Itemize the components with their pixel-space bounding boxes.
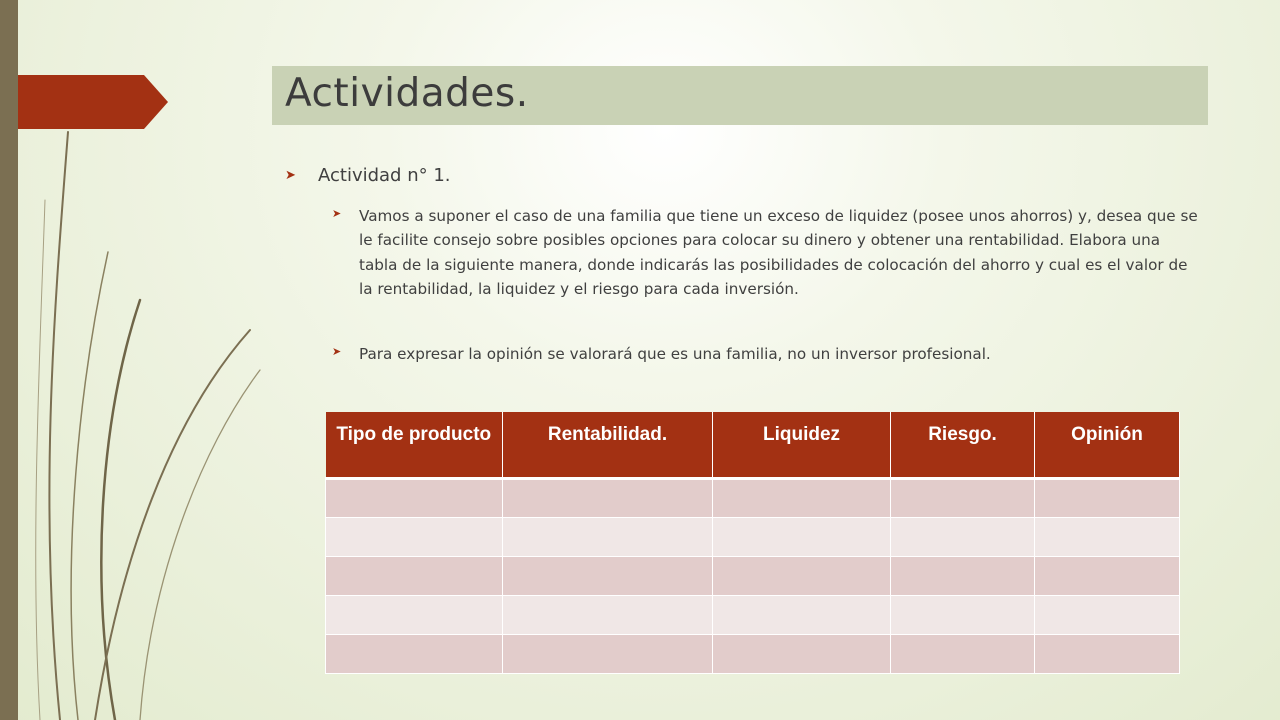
- table-cell[interactable]: [1035, 517, 1180, 556]
- table-cell[interactable]: [326, 595, 503, 634]
- table-row: [326, 595, 1180, 634]
- table-cell[interactable]: [326, 478, 503, 517]
- bullet-level1-text: Actividad n° 1.: [318, 165, 451, 186]
- bullet-level2-text: Para expresar la opinión se valorará que es una familia, no un inversor profesional.: [359, 345, 991, 363]
- header-rentabilidad: Rentabilidad.: [503, 412, 713, 478]
- table-cell[interactable]: [713, 517, 891, 556]
- arrow-banner: [18, 75, 168, 129]
- table-cell[interactable]: [891, 478, 1035, 517]
- table-cell[interactable]: [503, 517, 713, 556]
- arrow-bullet-icon: ➤: [285, 168, 296, 183]
- header-opinion: Opinión: [1035, 412, 1180, 478]
- investment-table: [325, 412, 1180, 674]
- table-cell[interactable]: [891, 634, 1035, 673]
- bullet-level2-text: Vamos a suponer el caso de una familia que tiene un exceso de liquidez (posee unos ahorros) y, desea que se le facilite consejo sobre posibles opciones para colocar su dinero y obtener una rentabilidad. Elabora una tabla de la siguiente manera, donde indicarás las posibilidades de colocación del ahorro y cual es el valor de la rentabilidad, la liquidez y el riesgo para cada inversión.: [359, 207, 1198, 298]
- table-row: [326, 556, 1180, 595]
- table-cell[interactable]: [1035, 634, 1180, 673]
- header-tipo-de-producto: Tipo de producto: [326, 412, 503, 478]
- table-cell[interactable]: [891, 595, 1035, 634]
- table-cell[interactable]: [713, 478, 891, 517]
- table-cell[interactable]: [1035, 595, 1180, 634]
- table-cell[interactable]: [713, 556, 891, 595]
- header-riesgo: Riesgo.: [891, 412, 1035, 478]
- table-cell[interactable]: [503, 595, 713, 634]
- slide-title: Actividades.: [285, 71, 529, 116]
- arrow-bullet-icon: ➤: [332, 207, 342, 220]
- table-header-row: [326, 412, 1180, 478]
- table-cell[interactable]: [503, 478, 713, 517]
- table-cell[interactable]: [713, 634, 891, 673]
- title-bar: [272, 66, 1208, 125]
- table-cell[interactable]: [503, 556, 713, 595]
- arrow-bullet-icon: ➤: [332, 345, 342, 358]
- table-cell[interactable]: [503, 634, 713, 673]
- table-cell[interactable]: [326, 517, 503, 556]
- table-cell[interactable]: [326, 634, 503, 673]
- header-liquidez: Liquidez: [713, 412, 891, 478]
- table-cell[interactable]: [891, 556, 1035, 595]
- table-row: [326, 478, 1180, 517]
- table-row: [326, 517, 1180, 556]
- table-cell[interactable]: [1035, 556, 1180, 595]
- table-cell[interactable]: [326, 556, 503, 595]
- table-cell[interactable]: [1035, 478, 1180, 517]
- table-cell[interactable]: [713, 595, 891, 634]
- table-cell[interactable]: [891, 517, 1035, 556]
- table-row: [326, 634, 1180, 673]
